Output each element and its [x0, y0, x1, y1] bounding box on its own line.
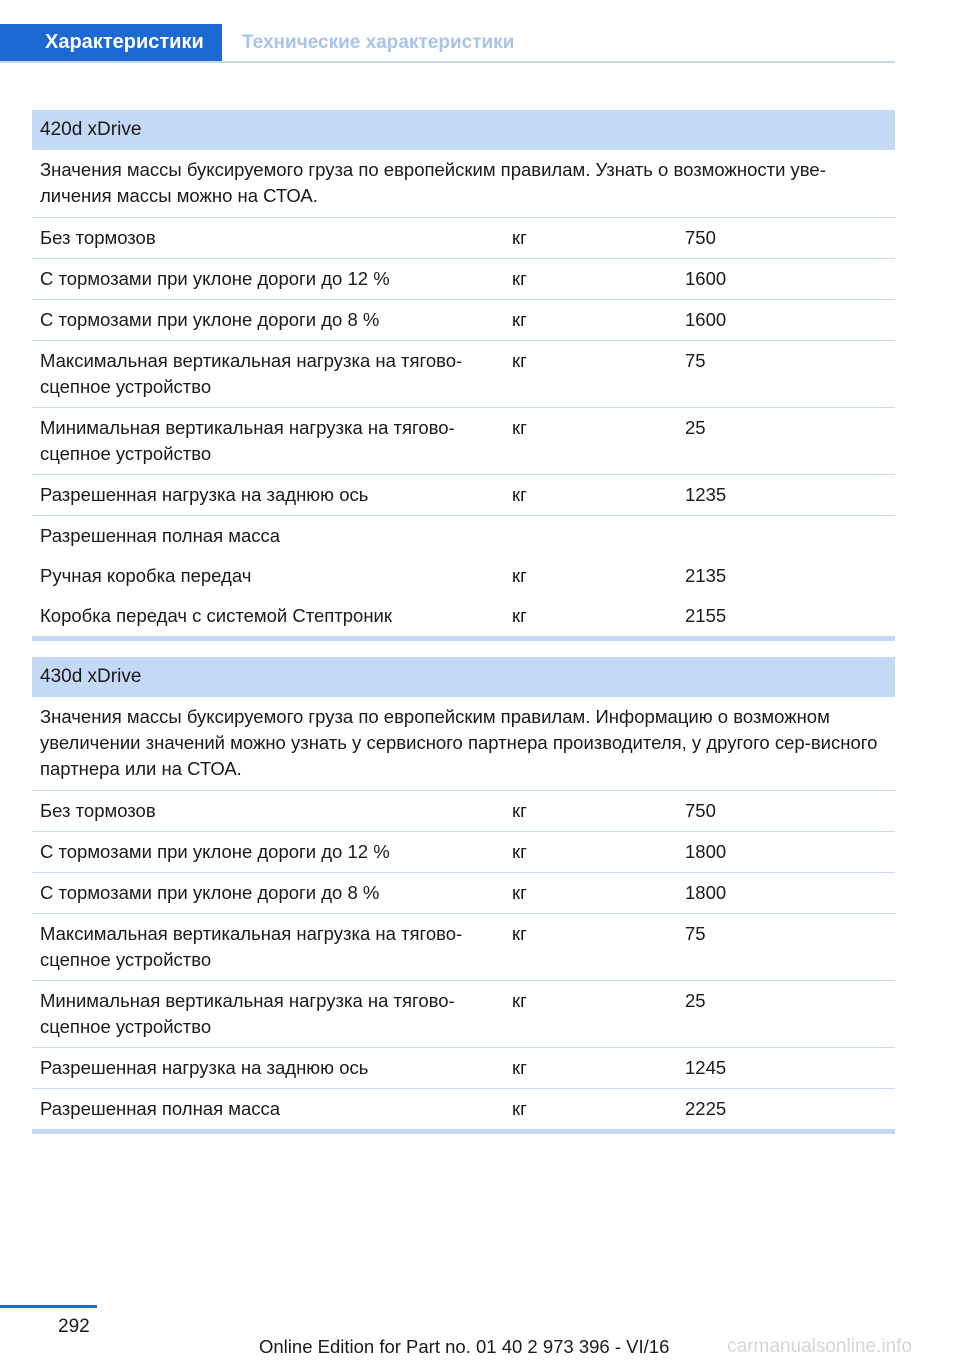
row-unit: кг	[512, 990, 527, 1011]
row-label: Разрешенная полная масса	[40, 525, 281, 546]
table-row	[32, 475, 895, 516]
row-label: Минимальная вертикальная нагрузка на тягово-сцепное устройство	[40, 990, 455, 1037]
row-unit: кг	[512, 1057, 527, 1078]
table-row	[32, 873, 895, 914]
row-label: Максимальная вертикальная нагрузка на тягово-сцепное устройство	[40, 923, 463, 970]
row-unit: кг	[512, 882, 527, 903]
row-value: 1800	[685, 841, 727, 862]
edition-note: Online Edition for Part no. 01 40 2 973 396 - VI/16	[259, 1336, 670, 1357]
row-label: Ручная коробка передач	[40, 565, 252, 586]
row-label: Разрешенная нагрузка на заднюю ось	[40, 484, 369, 505]
row-label: Коробка передач с системой Стептроник	[40, 605, 392, 626]
row-unit: кг	[512, 800, 527, 821]
row-value: 75	[685, 350, 706, 371]
row-unit: кг	[512, 605, 527, 626]
row-unit: кг	[512, 350, 527, 371]
spec-table-430d	[32, 657, 895, 1134]
table-row	[32, 408, 895, 475]
row-label: Разрешенная полная масса	[40, 1098, 281, 1119]
table-row	[32, 1048, 895, 1089]
row-label: Минимальная вертикальная нагрузка на тягово-сцепное устройство	[40, 417, 455, 464]
row-value: 1235	[685, 484, 727, 505]
table-row	[32, 218, 895, 259]
table-row	[32, 259, 895, 300]
section-end-rule	[32, 1129, 895, 1134]
row-label: Максимальная вертикальная нагрузка на тягово-сцепное устройство	[40, 350, 463, 397]
table-row	[32, 914, 895, 981]
row-value: 2135	[685, 565, 727, 586]
row-label: С тормозами при уклоне дороги до 8 %	[40, 309, 380, 330]
row-unit: кг	[512, 841, 527, 862]
section-title: 430d xDrive	[32, 657, 895, 697]
section-description: Значения массы буксируемого груза по европейским правилам. Узнать о возможности уве-личения массы можно на СТОА.	[32, 150, 895, 218]
footer-accent-line	[0, 1305, 97, 1308]
row-unit: кг	[512, 565, 527, 586]
section-description: Значения массы буксируемого груза по европейским правилам. Информацию о возможном увеличении значений можно узнать у сервисного партнера производителя, у другого сер-висного партнера или на СТОА.	[32, 697, 895, 791]
tab-characteristics[interactable]: Характеристики	[0, 24, 222, 61]
row-unit: кг	[512, 268, 527, 289]
row-value: 750	[685, 227, 716, 248]
row-label: С тормозами при уклоне дороги до 12 %	[40, 268, 390, 289]
row-label: С тормозами при уклоне дороги до 8 %	[40, 882, 380, 903]
table-row	[32, 791, 895, 832]
row-value: 1245	[685, 1057, 727, 1078]
row-unit	[507, 516, 679, 556]
table-row	[32, 596, 895, 636]
table-row	[32, 341, 895, 408]
table-row	[32, 981, 895, 1048]
section-title: 420d xDrive	[32, 110, 895, 150]
row-value: 1800	[685, 882, 727, 903]
row-value: 1600	[685, 268, 727, 289]
page-number: 292	[58, 1316, 90, 1337]
row-unit: кг	[512, 484, 527, 505]
row-label: Разрешенная нагрузка на заднюю ось	[40, 1057, 369, 1078]
row-label: Без тормозов	[40, 227, 156, 248]
row-value: 25	[685, 990, 706, 1011]
row-value: 750	[685, 800, 716, 821]
table-row	[32, 300, 895, 341]
row-label: С тормозами при уклоне дороги до 12 %	[40, 841, 390, 862]
row-unit: кг	[512, 417, 527, 438]
table-row	[32, 516, 895, 556]
table-row	[32, 832, 895, 873]
tab-technical-specs[interactable]: Технические характеристики	[242, 32, 515, 53]
row-unit: кг	[512, 227, 527, 248]
row-value: 75	[685, 923, 706, 944]
row-value	[679, 516, 895, 556]
row-label: Без тормозов	[40, 800, 156, 821]
row-value: 2225	[685, 1098, 727, 1119]
table-row	[32, 556, 895, 596]
section-end-rule	[32, 636, 895, 641]
row-value: 2155	[685, 605, 727, 626]
spec-table-420d	[32, 110, 895, 641]
row-value: 1600	[685, 309, 727, 330]
row-unit: кг	[512, 1098, 527, 1119]
row-unit: кг	[512, 923, 527, 944]
watermark: carmanualsonline.info	[727, 1336, 912, 1357]
row-unit: кг	[512, 309, 527, 330]
table-row	[32, 1089, 895, 1129]
page-header	[0, 24, 895, 63]
row-value: 25	[685, 417, 706, 438]
